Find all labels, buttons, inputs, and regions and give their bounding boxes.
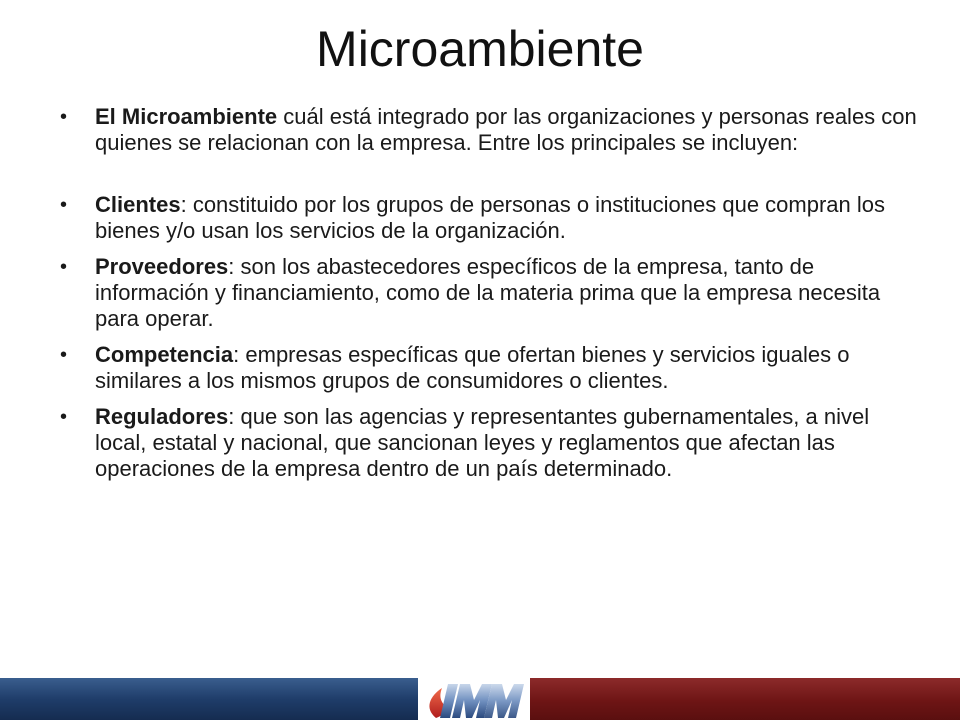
bullet-text: : constituido por los grupos de personas o instituciones que compran los bienes y/o usan los servicios de la organización. xyxy=(95,192,886,243)
footer-red-band xyxy=(510,678,960,720)
bullet-text: : que son las agencias y representantes gubernamentales, a nivel local, estatal y nacional, que sancionan leyes y reglamentos que afectan las operaciones de la empresa dentro de un país determinado. xyxy=(95,404,870,481)
bullet-term: Competencia xyxy=(95,342,234,367)
bullet-item-clientes xyxy=(58,192,918,244)
bullet-dot-icon: • xyxy=(60,106,68,128)
slide-title: Microambiente xyxy=(316,21,644,77)
bullet-item-microambiente xyxy=(58,104,918,156)
bullet-text: : son los abastecedores específicos de la empresa, tanto de información y financiamiento, como de la materia prima que la empresa necesita para operar. xyxy=(95,254,881,331)
bullet-item-proveedores xyxy=(58,254,918,332)
bullet-term: Reguladores xyxy=(95,404,229,429)
bullet-term: Clientes xyxy=(95,192,181,217)
imm-logo xyxy=(418,678,530,720)
bullet-item-reguladores xyxy=(58,404,918,482)
bullet-term: El Microambiente xyxy=(95,104,278,129)
footer-bar xyxy=(0,678,960,720)
footer-blue-band xyxy=(0,678,436,720)
bullet-dot-icon: • xyxy=(60,194,68,216)
bullet-list xyxy=(58,104,918,482)
bullet-text: cuál está integrado por las organizaciones y personas reales con quienes se relacionan con la empresa. Entre los principales se incluyen: xyxy=(95,104,917,155)
bullet-dot-icon: • xyxy=(60,344,68,366)
bullet-text: : empresas específicas que ofertan bienes y servicios iguales o similares a los mismos grupos de consumidores o clientes. xyxy=(95,342,850,393)
bullet-item-competencia xyxy=(58,342,918,394)
bullet-dot-icon: • xyxy=(60,256,68,278)
bullet-term: Proveedores xyxy=(95,254,229,279)
bullet-dot-icon: • xyxy=(60,406,68,428)
